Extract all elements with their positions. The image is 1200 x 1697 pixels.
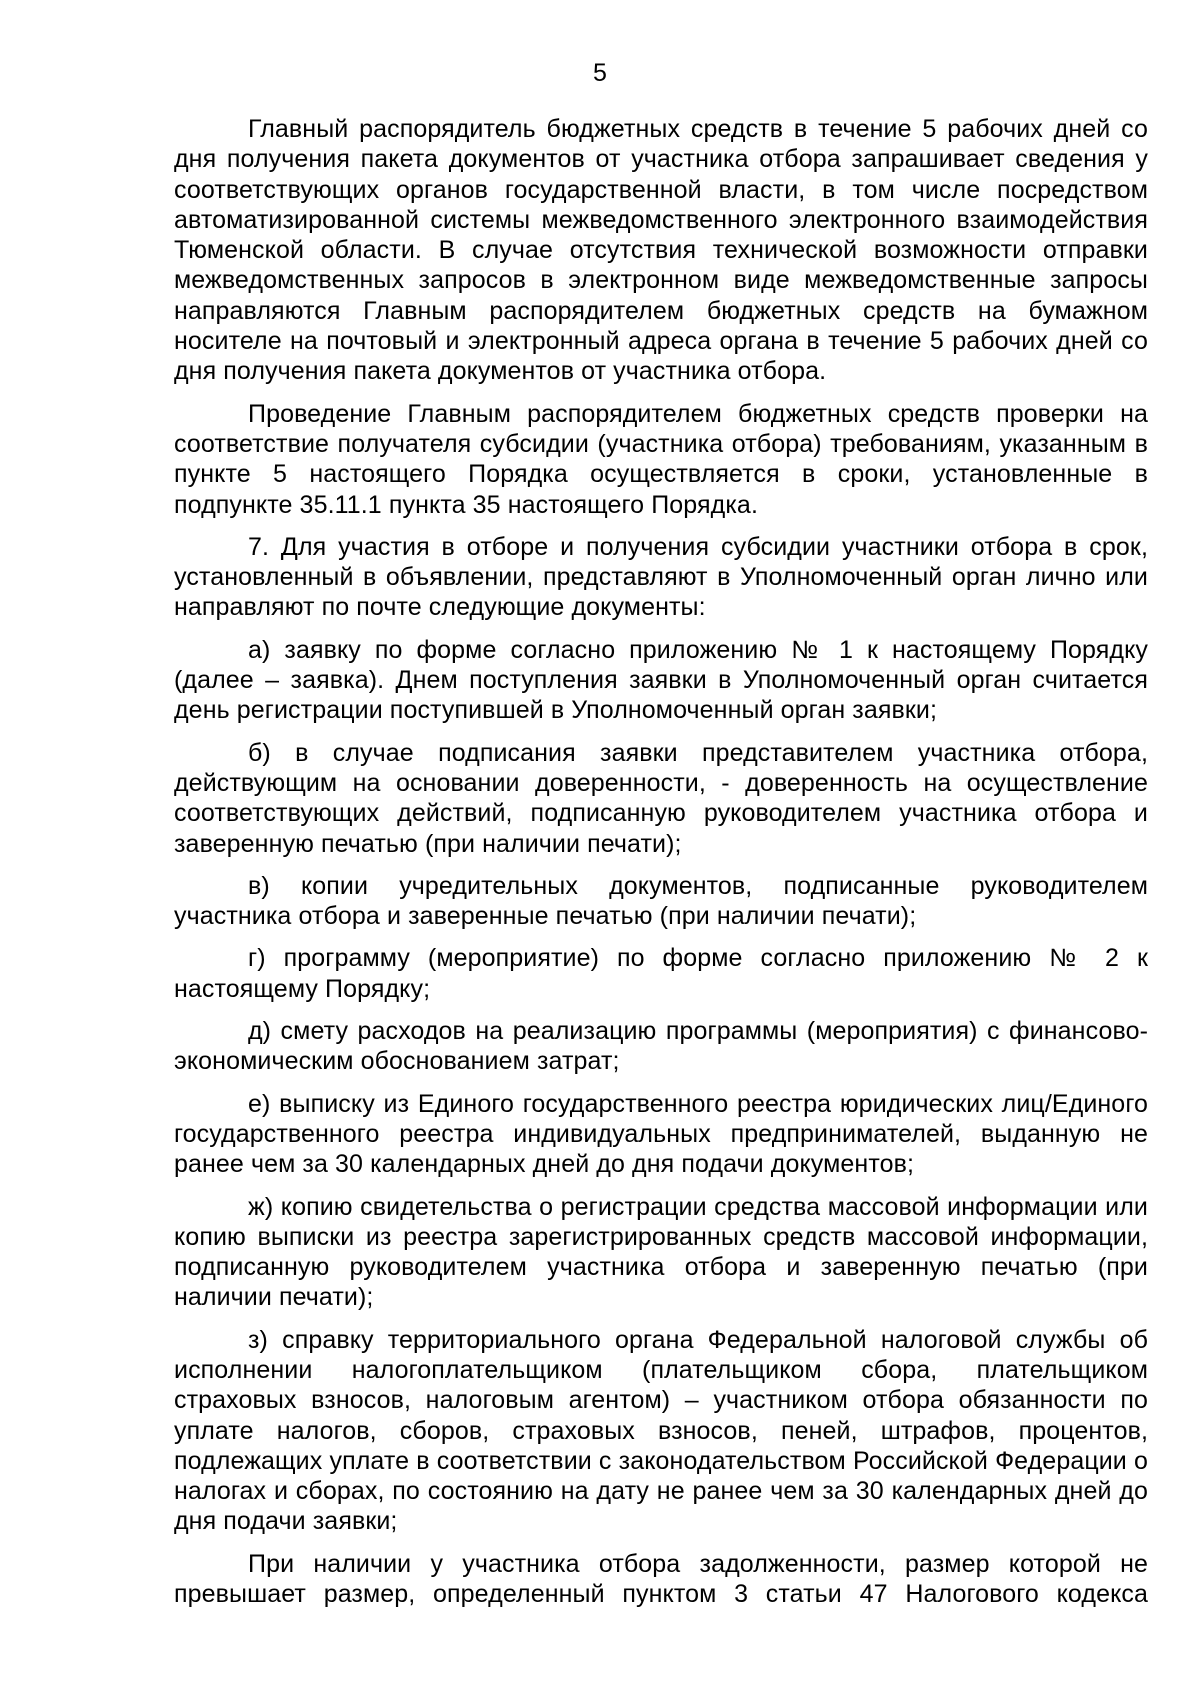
document-body	[174, 114, 1148, 1609]
list-item-d: д) смету расходов на реализацию программы (мероприятия) с финансово-экономическим обоснованием затрат;	[174, 1017, 1148, 1076]
list-item-v: в) копии учредительных документов, подписанные руководителем участника отбора и заверенные печатью (при наличии печати);	[174, 871, 1148, 931]
list-item-a: а) заявку по форме согласно приложению № 1 к настоящему Порядку (далее – заявка). Днем поступления заявки в Уполномоченный орган считается день регистрации поступившей в Уполномоченный орган заявки;	[174, 635, 1148, 725]
list-item-b: б) в случае подписания заявки представителем участника отбора, действующим на основании доверенности, - доверенность на осуществление соответствующих действий, подписанную руководителем участника отбора и заверенную печатью (при наличии печати);	[174, 738, 1148, 858]
list-item-zh: ж) копию свидетельства о регистрации средства массовой информации или копию выписки из реестра зарегистрированных средств массовой информации, подписанную руководителем участника отбора и заверенную печатью (при наличии печати);	[174, 1192, 1148, 1312]
list-item-g: г) программу (мероприятие) по форме согласно приложению № 2 к настоящему Порядку;	[174, 944, 1148, 1003]
paragraph-verification: Проведение Главным распорядителем бюджетных средств проверки на соответствие получателя субсидии (участника отбора) требованиям, указанным в пункте 5 настоящего Порядка осуществляется в сроки, установленные в подпункте 35.11.1 пункта 35 настоящего Порядка.	[174, 399, 1148, 519]
list-item-e: е) выписку из Единого государственного реестра юридических лиц/Единого государственного реестра индивидуальных предпринимателей, выданную не ранее чем за 30 календарных дней до дня подачи документов;	[174, 1089, 1148, 1179]
paragraph-debt: При наличии у участника отбора задолженности, размер которой не превышает размер, определенный пунктом 3 статьи 47 Налогового кодекса	[174, 1549, 1148, 1609]
page-number: 5	[593, 59, 607, 87]
list-item-z: з) справку территориального органа Федеральной налоговой службы об исполнении налогоплательщиком (плательщиком сбора, плательщиком страховых взносов, налоговым агентом) – участником отбора обязанности по уплате налогов, сборов, страховых взносов, пеней, штрафов, процентов, подлежащих уплате в соответствии с законодательством Российской Федерации о налогах и сборах, по состоянию на дату не ранее чем за 30 календарных дней до дня подачи заявки;	[174, 1325, 1148, 1536]
paragraph-item-7: 7. Для участия в отборе и получения субсидии участники отбора в срок, установленный в объявлении, представляют в Уполномоченный орган лично или направляют по почте следующие документы:	[174, 532, 1148, 622]
paragraph-request-info: Главный распорядитель бюджетных средств в течение 5 рабочих дней со дня получения пакета документов от участника отбора запрашивает сведения у соответствующих органов государственной власти, в том числе посредством автоматизированной системы межведомственного электронного взаимодействия Тюменской области. В случае отсутствия технической возможности отправки межведомственных запросов в электронном виде межведомственные запросы направляются Главным распорядителем бюджетных средств на бумажном носителе на почтовый и электронный адреса органа в течение 5 рабочих дней со дня получения пакета документов от участника отбора.	[174, 115, 1148, 386]
